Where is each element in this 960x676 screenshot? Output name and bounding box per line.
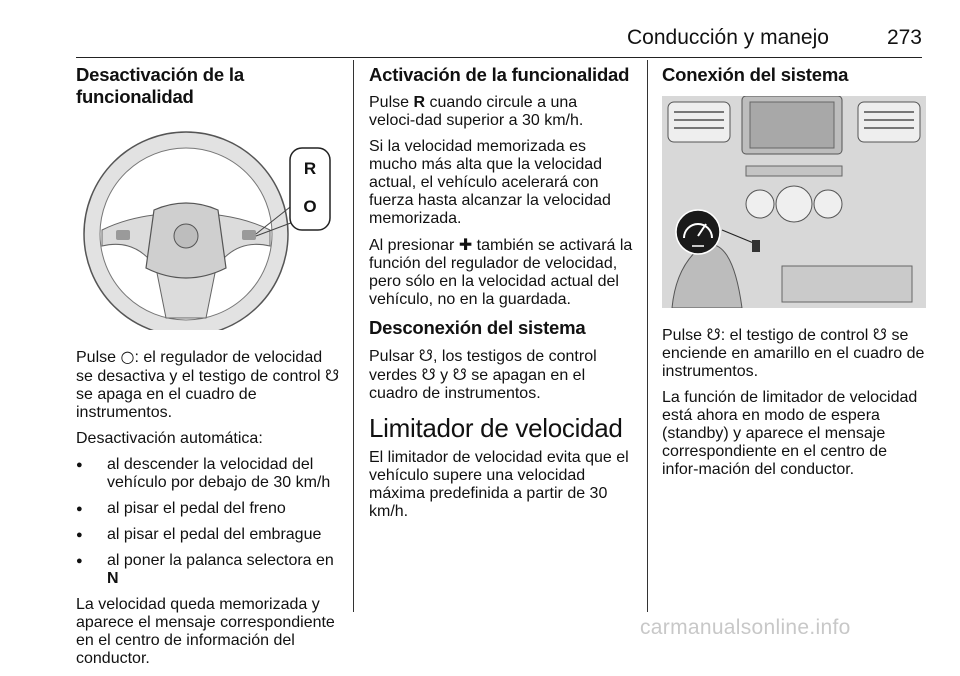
steering-wheel-illustration <box>76 118 341 330</box>
heading-deactivation: Desactivación de la funcionalidad <box>76 64 244 107</box>
list-item: ● al descender la velocidad del vehículo por debajo de 30 km/h <box>76 456 341 492</box>
watermark: carmanualsonline.info <box>640 616 851 639</box>
paragraph-press-r: Pulse R cuando circule a una veloci‑dad superior a 30 km/h. <box>369 94 584 129</box>
paragraph-speed-limiter: El limitador de velocidad evita que el vehículo supere una velocidad máxima predefinida a partir de 30 km/h. <box>369 449 629 520</box>
page-header <box>0 26 922 50</box>
paragraph-deactivate: Pulse ○: el regulador de velocidad se desactiva y el testigo de control ☋ se apaga en el cuadro de instrumentos. <box>76 347 340 421</box>
auto-deactivation-label: Desactivación automática: <box>76 430 263 447</box>
plus-icon: ✚ <box>458 235 473 254</box>
cruise-control-icon: ☋ <box>418 346 434 365</box>
cancel-button-icon: ○ <box>120 347 135 366</box>
section-title: Conducción y manejo <box>627 26 829 49</box>
paragraph-press-plus: Al presionar ✚ también se activará la función del regulador de velocidad, pero sólo en la velocidad actual del vehículo, no en la guardada. <box>369 235 633 308</box>
list-item: ● al poner la palanca selectora en N <box>76 552 341 588</box>
header-divider <box>76 57 922 58</box>
list-item: ● al pisar el pedal del freno <box>76 500 341 518</box>
speed-limiter-icon: ☋ <box>872 325 887 344</box>
column-activation <box>369 64 637 529</box>
heading-disconnect: Desconexión del sistema <box>369 317 586 338</box>
paragraph-disconnect: Pulsar ☋, los testigos de control verdes ☋ y ☋ se apagan en el cuadro de instrumentos. <box>369 346 597 402</box>
column-divider-2 <box>647 60 648 612</box>
figure-label-o: O <box>303 197 317 216</box>
list-item: ● al pisar el pedal del embrague <box>76 526 341 544</box>
column-divider-1 <box>353 60 354 612</box>
speed-limiter-icon: ☋ <box>706 325 721 344</box>
speed-limiter-icon: ☋ <box>421 365 436 384</box>
cruise-control-icon: ☋ <box>452 365 467 384</box>
cruise-control-indicator-icon: ☋ <box>325 366 340 385</box>
page-number: 273 <box>886 26 922 49</box>
paragraph-standby: La función de limitador de velocidad está ahora en modo de espera (standby) y aparece el mensaje correspondiente en el centro de infor‑mación del conductor. <box>662 389 918 478</box>
paragraph-memorized-speed: Si la velocidad memorizada es mucho más alta que la velocidad actual, el vehículo acelerará con fuerza hasta alcanzar la velocidad memorizada. <box>369 138 611 227</box>
heading-speed-limiter: Limitador de velocidad <box>369 413 623 443</box>
paragraph-connect: Pulse ☋: el testigo de control ☋ se enciende en amarillo en el cuadro de instrumentos. <box>662 325 925 380</box>
heading-activation: Activación de la funcionalidad <box>369 64 630 85</box>
figure-label-r: R <box>303 159 317 178</box>
column-deactivation <box>76 64 341 676</box>
auto-deactivation-list <box>76 456 341 588</box>
heading-connection: Conexión del sistema <box>662 64 849 85</box>
column-connection <box>662 64 926 487</box>
paragraph-memorized: La velocidad queda memorizada y aparece el mensaje correspondiente en el centro de información del conductor. <box>76 596 335 667</box>
dashboard-illustration <box>662 96 926 308</box>
